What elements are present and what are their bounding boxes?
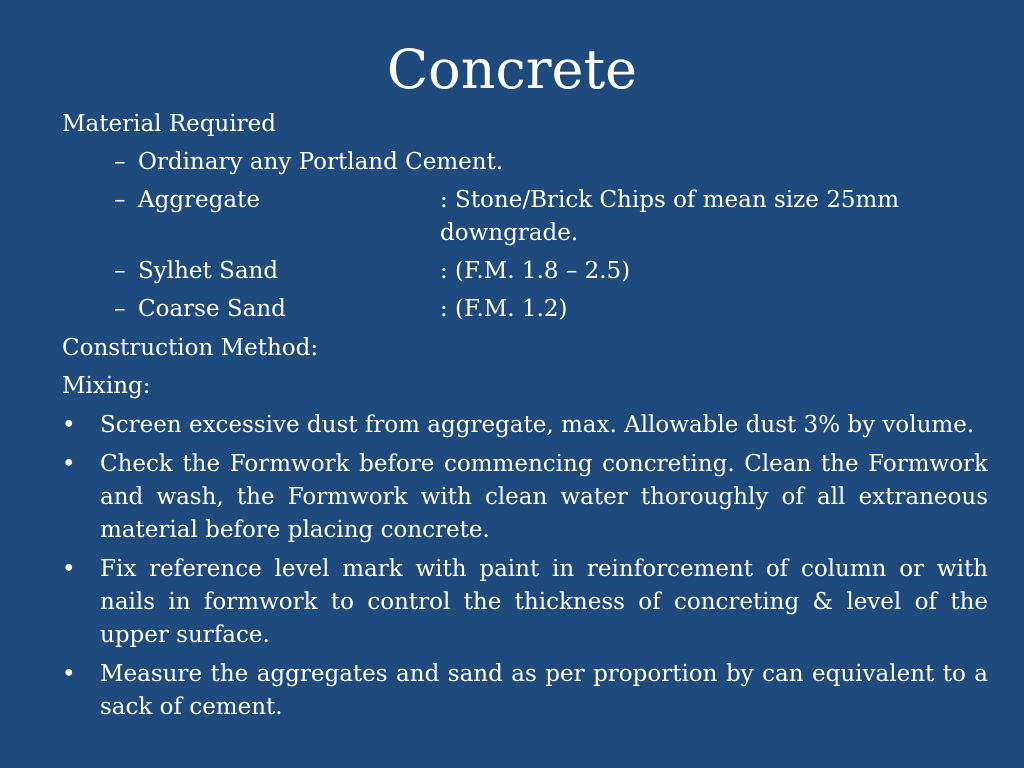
material-name: Aggregate bbox=[138, 187, 260, 213]
bullet-text: Check the Formwork before commencing concreting. Clean the Formwork and wash, the Formwork with clean water thoroughly of all extraneous material before placing concrete. bbox=[100, 451, 988, 543]
bullet-marker: • bbox=[62, 556, 76, 582]
bullet-marker: • bbox=[62, 412, 76, 438]
bullet-marker: • bbox=[62, 661, 76, 687]
material-item-aggregate bbox=[114, 184, 988, 250]
material-detail: : (F.M. 1.2) bbox=[440, 296, 568, 322]
material-name: Coarse Sand bbox=[138, 296, 286, 322]
slide-body bbox=[62, 108, 988, 724]
material-detail: : (F.M. 1.8 – 2.5) bbox=[440, 258, 631, 284]
dash-marker: – bbox=[114, 149, 126, 175]
dash-marker: – bbox=[114, 187, 126, 213]
material-name: Ordinary any Portland Cement. bbox=[138, 149, 504, 175]
bullet-text: Fix reference level mark with paint in reinforcement of column or with nails in formwork to control the thickness of concreting & level of the upper surface. bbox=[100, 556, 988, 648]
slide-title: Concrete bbox=[386, 38, 638, 101]
material-item-sylhet-sand bbox=[114, 255, 988, 288]
mixing-heading: Mixing: bbox=[62, 373, 151, 399]
bullet-item-dust bbox=[62, 409, 988, 442]
dash-marker: – bbox=[114, 258, 126, 284]
bullet-item-reference-level bbox=[62, 553, 988, 652]
bullet-text: Screen excessive dust from aggregate, max. Allowable dust 3% by volume. bbox=[100, 412, 975, 438]
bullet-item-measure bbox=[62, 658, 988, 724]
material-required-heading: Material Required bbox=[62, 111, 276, 137]
material-detail: : Stone/Brick Chips of mean size 25mm downgrade. bbox=[440, 187, 900, 246]
bullet-text: Measure the aggregates and sand as per proportion by can equivalent to a sack of cement. bbox=[100, 661, 988, 720]
material-item-coarse-sand bbox=[114, 293, 988, 326]
construction-method-heading: Construction Method: bbox=[62, 335, 319, 361]
bullet-marker: • bbox=[62, 451, 76, 477]
material-item-cement bbox=[114, 146, 988, 179]
dash-marker: – bbox=[114, 296, 126, 322]
bullet-item-formwork bbox=[62, 448, 988, 547]
material-name: Sylhet Sand bbox=[138, 258, 279, 284]
